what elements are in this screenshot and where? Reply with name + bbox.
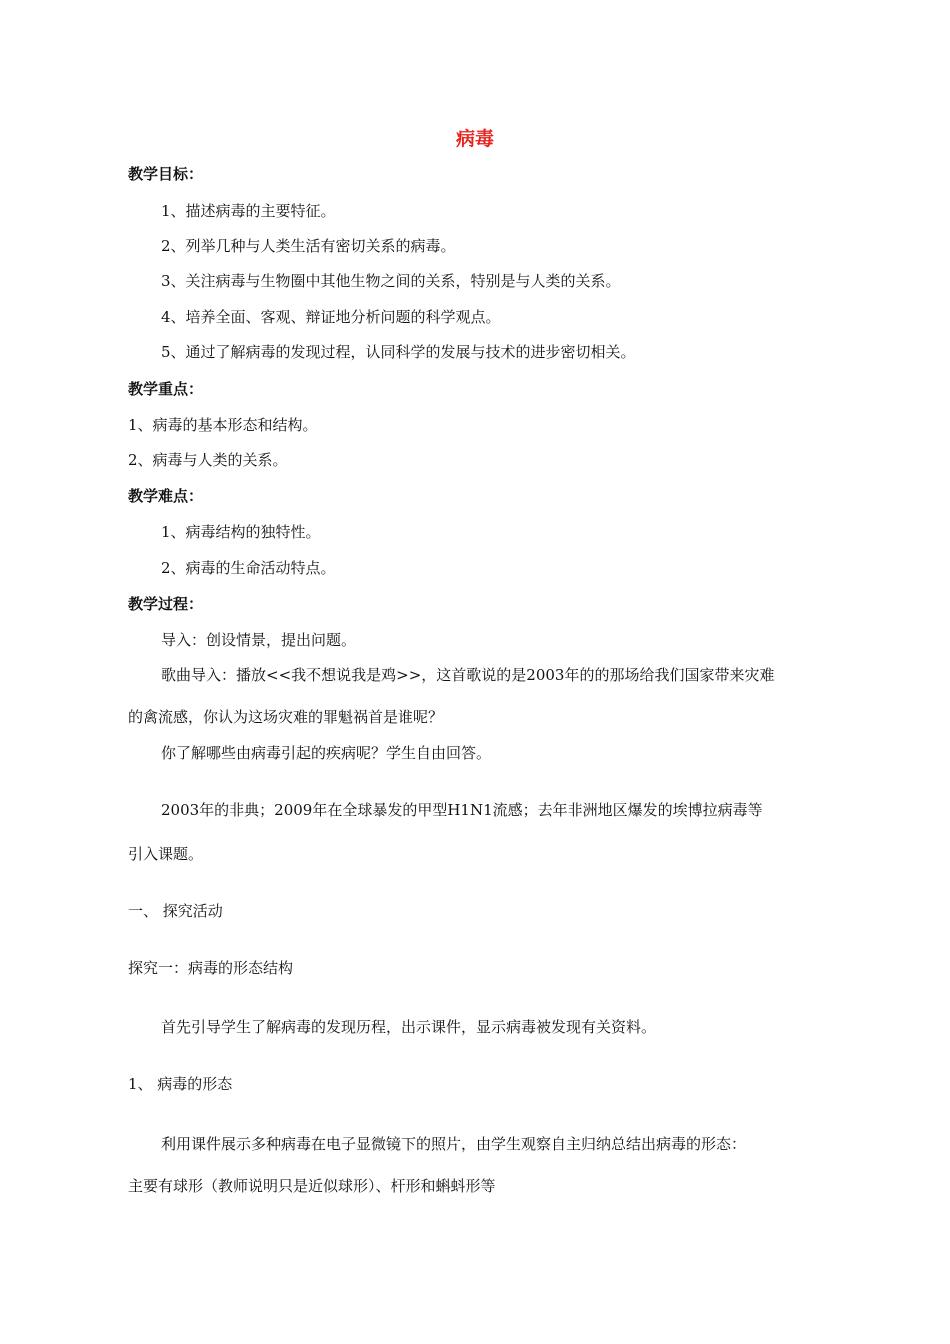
key-point-item: 1、病毒的基本形态和结构。 (128, 416, 318, 434)
objective-item: 4、培养全面、客观、辩证地分析问题的科学观点。 (161, 308, 501, 326)
key-point-item: 2、病毒与人类的关系。 (128, 451, 288, 469)
objective-item: 2、列举几种与人类生活有密切关系的病毒。 (161, 237, 456, 255)
section-heading: 一、 探究活动 (128, 902, 223, 920)
objective-item: 1、描述病毒的主要特征。 (161, 202, 336, 220)
objective-item: 3、关注病毒与生物圈中其他生物之间的关系，特别是与人类的关系。 (161, 272, 621, 290)
morphology-paragraph-line: 主要有球形（教师说明只是近似球形）、杆形和蝌蚪形等 (128, 1177, 496, 1195)
song-paragraph-line: 歌曲导入：播放<<我不想说我是鸡>>，这首歌说的是2003年的的那场给我们国家带来灾难 (161, 666, 775, 684)
question-text: 你了解哪些由病毒引起的疾病呢？学生自由回答。 (161, 744, 492, 762)
process-heading: 教学过程： (128, 595, 204, 613)
page-title: 病毒 (455, 128, 494, 150)
examples-paragraph-line: 2003年的非典；2009年在全球暴发的甲型H1N1流感；去年非洲地区爆发的埃博拉病毒等 (161, 801, 763, 819)
objectives-heading: 教学目标： (128, 165, 204, 183)
inquiry-heading: 探究一：病毒的形态结构 (128, 959, 294, 977)
song-paragraph-line: 的禽流感，你认为这场灾难的罪魁祸首是谁呢？ (128, 708, 444, 726)
objective-item: 5、通过了解病毒的发现过程，认同科学的发展与技术的进步密切相关。 (161, 343, 636, 361)
difficulty-item: 1、病毒结构的独特性。 (161, 523, 321, 541)
difficulty-item: 2、病毒的生命活动特点。 (161, 559, 336, 577)
key-points-heading: 教学重点： (128, 380, 204, 398)
examples-paragraph-line: 引入课题。 (128, 845, 204, 863)
difficulties-heading: 教学难点： (128, 487, 204, 505)
intro-text: 导入：创设情景，提出问题。 (161, 631, 357, 649)
guide-text: 首先引导学生了解病毒的发现历程，出示课件，显示病毒被发现有关资料。 (161, 1018, 657, 1036)
morphology-paragraph-line: 利用课件展示多种病毒在电子显微镜下的照片，由学生观察自主归纳总结出病毒的形态： (161, 1135, 747, 1153)
subsection-heading: 1、 病毒的形态 (128, 1075, 233, 1093)
